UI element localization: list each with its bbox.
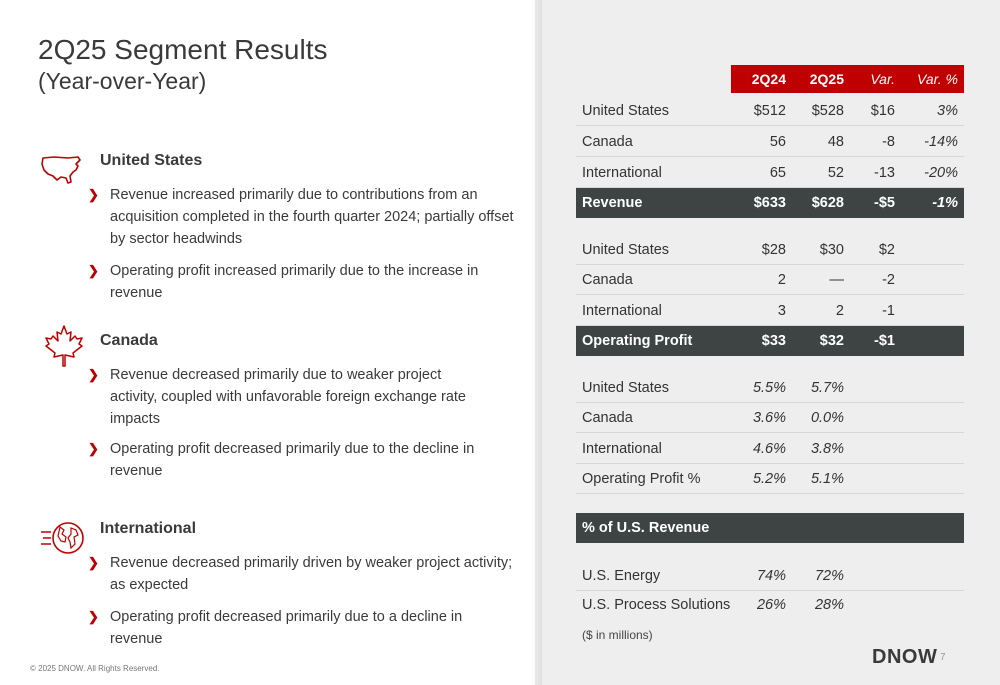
table-row [576,590,964,620]
bullet-item: ❯ Operating profit decreased primarily due to a decline in revenue [88,606,518,650]
chevron-right-icon: ❯ [88,441,99,456]
cell-var-pct: -14% [924,134,958,150]
copyright-footer: © 2025 DNOW. All Rights Reserved. [30,664,160,673]
cell-2q24: 5.5% [752,380,786,396]
cell-2q24: 2 [777,272,786,288]
cell-var: -$1 [874,333,895,349]
cell-2q24: 56 [769,134,786,150]
cell-2q24: 4.6% [752,441,786,457]
cell-2q25: $528 [811,103,844,119]
bullet-item: ❯ Revenue decreased primarily due to weaker project activity, coupled with unfavorable foreign exchange rate impacts [88,364,518,430]
row-label: Revenue [582,195,643,211]
cell-2q25: $628 [811,195,844,211]
cell-2q25: 5.1% [810,471,844,487]
cell-2q25: 72% [814,568,844,584]
header-2q24: 2Q24 [751,71,786,87]
cell-var-pct: -1% [932,195,958,211]
company-logo [872,646,937,669]
table-row [576,158,964,188]
cell-var: $2 [878,242,895,258]
cell-2q24: $512 [753,103,786,119]
globe-icon [40,518,88,566]
cell-2q24: $28 [761,242,786,258]
us-revenue-header: % of U.S. Revenue [576,513,964,543]
cell-var: $16 [870,103,895,119]
cell-var: -$5 [874,195,895,211]
cell-2q25: $30 [819,242,844,258]
table-row [576,373,964,403]
bullet-item: ❯ Revenue increased primarily due to contributions from an acquisition completed in the fourth quarter 2024; partially offset by sector headwinds [88,184,518,250]
table-row [576,434,964,464]
us-map-icon [40,154,88,202]
bullet-item: ❯ Operating profit decreased primarily due to the decline in revenue [88,438,518,482]
row-label: International [582,441,662,457]
page-subtitle: (Year-over-Year) [38,68,207,94]
units-note: ($ in millions) [582,628,653,642]
table-row [576,296,964,326]
table-row [576,403,964,433]
row-label: Operating Profit [582,333,693,349]
table-row [576,561,964,591]
segment-title: International [100,520,197,537]
header-2q25: 2Q25 [809,71,844,87]
row-label: United States [582,242,670,258]
cell-2q25: — [829,272,844,288]
chevron-right-icon: ❯ [88,367,99,382]
header-var: Var. [870,71,895,87]
row-label: Canada [582,134,633,150]
page-title: 2Q25 Segment Results [38,34,328,65]
table-row [576,464,964,494]
cell-2q25: 2 [835,303,844,319]
row-label: International [582,303,662,319]
segment-title: Canada [100,332,158,349]
header-var-pct: Var. % [917,71,958,87]
segment-international [38,520,518,647]
chevron-right-icon: ❯ [88,187,99,202]
row-label: International [582,165,662,181]
cell-2q25: 28% [814,597,844,613]
table-total-row [576,326,964,356]
chevron-right-icon: ❯ [88,555,99,570]
logo-text: DNOW [872,646,938,668]
table-row [576,127,964,157]
cell-var: -8 [882,134,895,150]
cell-var: -2 [882,272,895,288]
cell-var-pct: 3% [937,103,958,119]
cell-2q25: 0.0% [810,410,844,426]
segment-canada [38,332,518,492]
table-row [576,265,964,295]
cell-2q24: 26% [756,597,786,613]
row-label: Canada [582,410,633,426]
cell-2q24: 74% [756,568,786,584]
maple-leaf-icon [44,324,92,372]
row-label: U.S. Process Solutions [582,597,731,613]
panel-divider [530,0,542,685]
cell-2q24: 5.2% [752,471,786,487]
cell-var-pct: -20% [924,165,958,181]
bullet-item: ❯ Operating profit increased primarily due to the increase in revenue [88,260,518,304]
cell-2q25: 48 [827,134,844,150]
cell-2q25: 5.7% [810,380,844,396]
segment-united-states [38,152,518,312]
cell-var: -13 [874,165,895,181]
cell-var: -1 [882,303,895,319]
bullet-item: ❯ Revenue decreased primarily driven by weaker project activity; as expected [88,552,518,596]
cell-2q24: 3.6% [752,410,786,426]
row-label: United States [582,380,670,396]
cell-2q24: 3 [777,303,786,319]
row-label: Operating Profit % [582,471,701,487]
row-label: United States [582,103,670,119]
cell-2q24: 65 [769,165,786,181]
chevron-right-icon: ❯ [88,609,99,624]
table-row [576,96,964,126]
table-total-row [576,188,964,218]
table-row [576,235,964,265]
page-number: 7 [940,652,946,663]
row-label: Canada [582,272,633,288]
chevron-right-icon: ❯ [88,263,99,278]
cell-2q25: $32 [819,333,844,349]
row-label: U.S. Energy [582,568,661,584]
cell-2q24: $633 [753,195,786,211]
cell-2q25: 3.8% [810,441,844,457]
segment-title: United States [100,152,203,169]
cell-2q25: 52 [827,165,844,181]
cell-2q24: $33 [761,333,786,349]
table-header [576,65,964,93]
